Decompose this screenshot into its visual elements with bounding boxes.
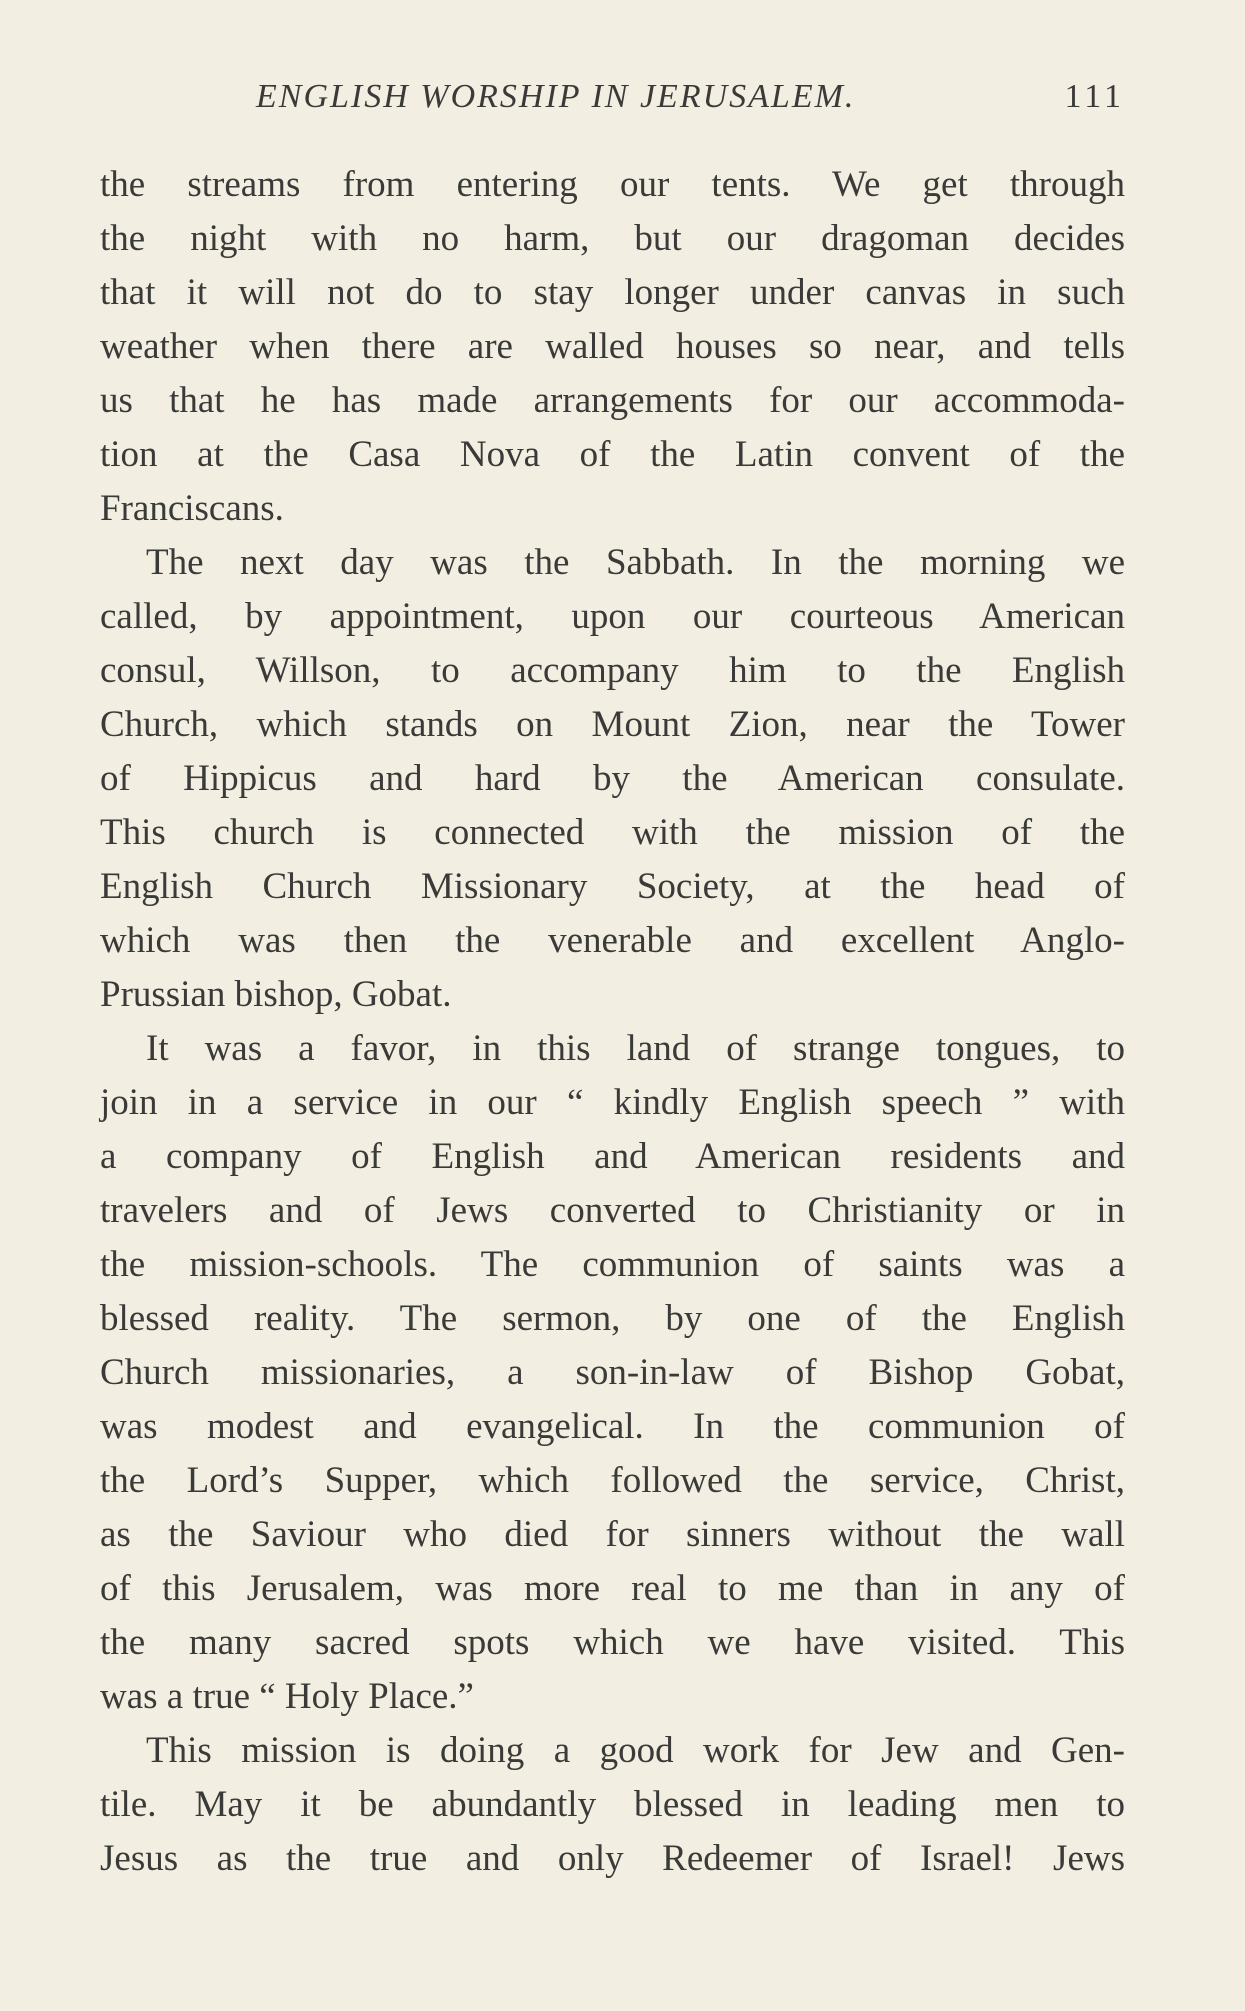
text-line: Franciscans. xyxy=(100,488,284,529)
text-line: Jesus as the true and only Redeemer of Israel! Jews xyxy=(100,1838,1125,1879)
page-number: 111 xyxy=(1064,78,1125,115)
text-line: join in a service in our “ kindly English speech ” with xyxy=(100,1082,1125,1123)
text-line: English Church Missionary Society, at the head of xyxy=(100,866,1125,907)
text-line: This church is connected with the mission of the xyxy=(100,812,1125,853)
text-line: of Hippicus and hard by the American consulate. xyxy=(100,758,1125,799)
text-line: This mission is doing a good work for Jew and Gen- xyxy=(146,1730,1125,1771)
text-line: the streams from entering our tents. We get through xyxy=(100,164,1125,205)
text-line: travelers and of Jews converted to Christianity or in xyxy=(100,1190,1125,1231)
text-line: the Lord’s Supper, which followed the service, Christ, xyxy=(100,1460,1125,1501)
text-line: Church missionaries, a son-in-law of Bishop Gobat, xyxy=(100,1352,1125,1393)
text-line: which was then the venerable and excellent Anglo- xyxy=(100,920,1125,961)
text-line: called, by appointment, upon our courteous American xyxy=(100,596,1125,637)
text-line: that it will not do to stay longer under canvas in such xyxy=(100,272,1125,313)
text-line: tile. May it be abundantly blessed in leading men to xyxy=(100,1784,1125,1825)
text-line: blessed reality. The sermon, by one of the English xyxy=(100,1298,1125,1339)
running-title: ENGLISH WORSHIP IN JERUSALEM. xyxy=(256,78,856,115)
text-line: of this Jerusalem, was more real to me than in any of xyxy=(100,1568,1125,1609)
text-line: Prussian bishop, Gobat. xyxy=(100,974,452,1015)
text-line: was a true “ Holy Place.” xyxy=(100,1676,474,1717)
page-header xyxy=(100,78,1125,138)
text-line: Church, which stands on Mount Zion, near the Tower xyxy=(100,704,1125,745)
text-line: as the Saviour who died for sinners without the wall xyxy=(100,1514,1125,1555)
text-line: the many sacred spots which we have visited. This xyxy=(100,1622,1125,1663)
text-line: tion at the Casa Nova of the Latin convent of the xyxy=(100,434,1125,475)
text-line: was modest and evangelical. In the communion of xyxy=(100,1406,1125,1447)
text-line: It was a favor, in this land of strange tongues, to xyxy=(146,1028,1125,1069)
text-line: the mission-schools. The communion of saints was a xyxy=(100,1244,1125,1285)
text-line: a company of English and American residents and xyxy=(100,1136,1125,1177)
text-line: weather when there are walled houses so near, and tells xyxy=(100,326,1125,367)
text-line: consul, Willson, to accompany him to the English xyxy=(100,650,1125,691)
text-line: the night with no harm, but our dragoman decides xyxy=(100,218,1125,259)
text-line: The next day was the Sabbath. In the morning we xyxy=(146,542,1125,583)
body-text xyxy=(100,158,1125,1886)
text-line: us that he has made arrangements for our accommoda- xyxy=(100,380,1125,421)
